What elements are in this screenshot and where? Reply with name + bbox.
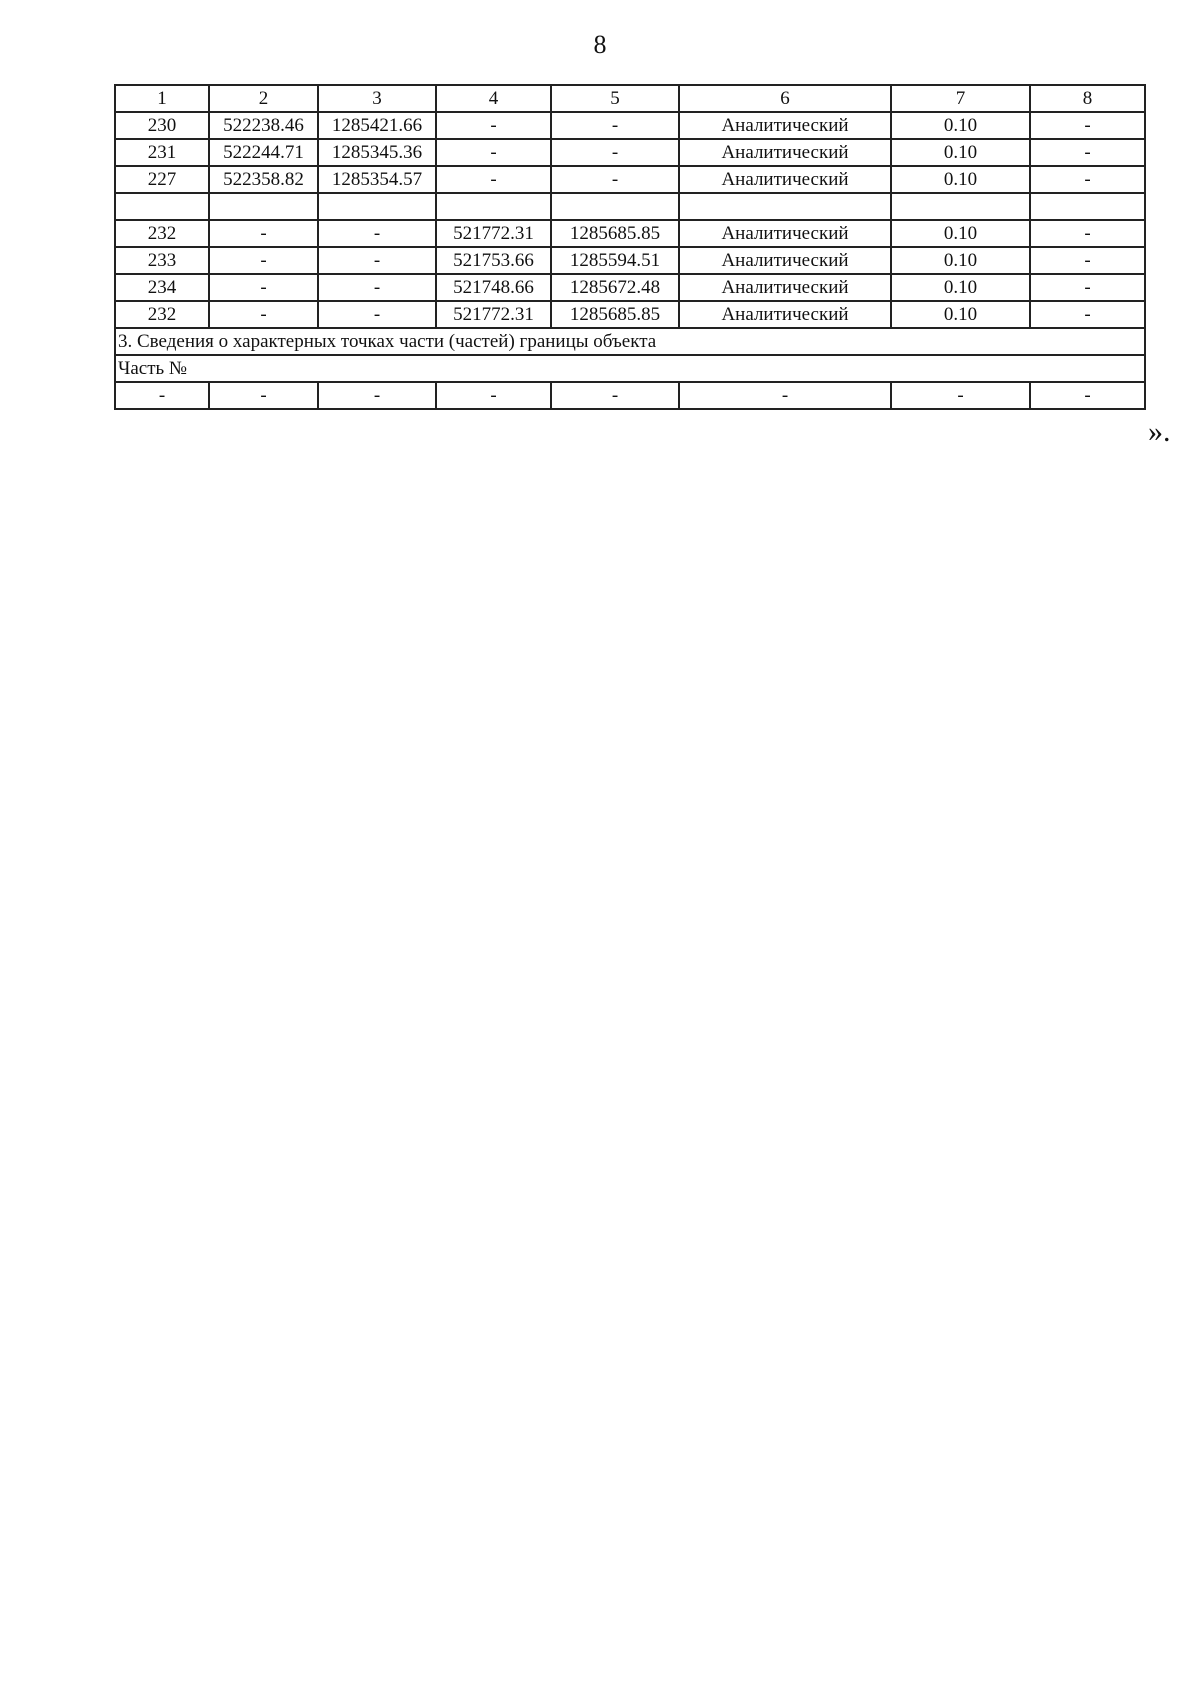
table-cell: - [1030,139,1145,166]
table-cell: - [318,274,436,301]
table-cell: 522238.46 [209,112,318,139]
accuracy-cell: 0.10 [891,274,1030,301]
table-cell: - [318,301,436,328]
table-row [115,112,1145,139]
part-label-row [115,355,1145,382]
blank-cell [436,193,551,220]
blank-cell [115,193,209,220]
table-cell: 1285354.57 [318,166,436,193]
accuracy-cell: 0.10 [891,112,1030,139]
point-number-cell: 233 [115,247,209,274]
table-cell: 1285421.66 [318,112,436,139]
table-cell: 1285672.48 [551,274,679,301]
table-cell: - [318,220,436,247]
column-number-cell: 8 [1030,85,1145,112]
table-cell: - [551,382,679,409]
accuracy-cell: 0.10 [891,139,1030,166]
table-cell: 521772.31 [436,301,551,328]
point-number-cell: 231 [115,139,209,166]
boundary-points-table [114,84,1146,410]
method-cell: Аналитический [679,301,891,328]
closing-quote: ». [1148,415,1171,448]
blank-cell [891,193,1030,220]
section-3-title-row [115,328,1145,355]
part-table-row [115,382,1145,409]
method-cell: Аналитический [679,139,891,166]
method-cell: Аналитический [679,220,891,247]
blank-table-row [115,193,1145,220]
point-number-cell: 232 [115,301,209,328]
method-cell: Аналитический [679,247,891,274]
blank-cell [209,193,318,220]
table-row [115,166,1145,193]
table-cell: - [436,112,551,139]
table-cell: - [679,382,891,409]
table-cell: - [209,382,318,409]
point-number-cell: 234 [115,274,209,301]
table-cell: - [1030,112,1145,139]
table-cell: - [318,247,436,274]
table-cell: - [1030,247,1145,274]
table-cell: - [115,382,209,409]
table-cell: - [209,220,318,247]
method-cell: Аналитический [679,112,891,139]
method-cell: Аналитический [679,166,891,193]
column-number-cell: 7 [891,85,1030,112]
table-cell: - [551,139,679,166]
accuracy-cell: 0.10 [891,247,1030,274]
table-cell: - [551,112,679,139]
part-number-label: Часть № [115,355,1145,382]
point-number-cell: 232 [115,220,209,247]
table-cell: 521753.66 [436,247,551,274]
table-row [115,247,1145,274]
table-row [115,220,1145,247]
table-cell: 521748.66 [436,274,551,301]
column-number-cell: 2 [209,85,318,112]
blank-cell [679,193,891,220]
blank-cell [318,193,436,220]
table-cell: - [1030,382,1145,409]
accuracy-cell: 0.10 [891,301,1030,328]
table-cell: 1285594.51 [551,247,679,274]
table-cell: - [1030,220,1145,247]
table-cell: - [1030,301,1145,328]
point-number-cell: 230 [115,112,209,139]
accuracy-cell: 0.10 [891,220,1030,247]
table-cell: - [209,274,318,301]
point-number-cell: 227 [115,166,209,193]
table-cell: - [209,247,318,274]
table-cell: - [551,166,679,193]
table-cell: 1285685.85 [551,301,679,328]
blank-cell [1030,193,1145,220]
column-number-cell: 4 [436,85,551,112]
table-cell: 1285685.85 [551,220,679,247]
section-3-title: 3. Сведения о характерных точках части (частей) границы объекта [115,328,1145,355]
table-cell: - [318,382,436,409]
table-cell: - [436,382,551,409]
column-number-row [115,85,1145,112]
table-row [115,301,1145,328]
table-cell: - [1030,166,1145,193]
column-number-cell: 5 [551,85,679,112]
method-cell: Аналитический [679,274,891,301]
table-cell: - [436,166,551,193]
table-cell: 522358.82 [209,166,318,193]
table-cell: 522244.71 [209,139,318,166]
table-cell: 521772.31 [436,220,551,247]
column-number-cell: 3 [318,85,436,112]
accuracy-cell: 0.10 [891,166,1030,193]
table-cell: - [1030,274,1145,301]
table-cell: - [436,139,551,166]
column-number-cell: 1 [115,85,209,112]
table-cell: 1285345.36 [318,139,436,166]
blank-cell [551,193,679,220]
table-row [115,139,1145,166]
table-cell: - [891,382,1030,409]
boundary-points-table-wrapper [114,84,1146,410]
table-row [115,274,1145,301]
column-number-cell: 6 [679,85,891,112]
page-number: 8 [593,30,607,59]
table-cell: - [209,301,318,328]
